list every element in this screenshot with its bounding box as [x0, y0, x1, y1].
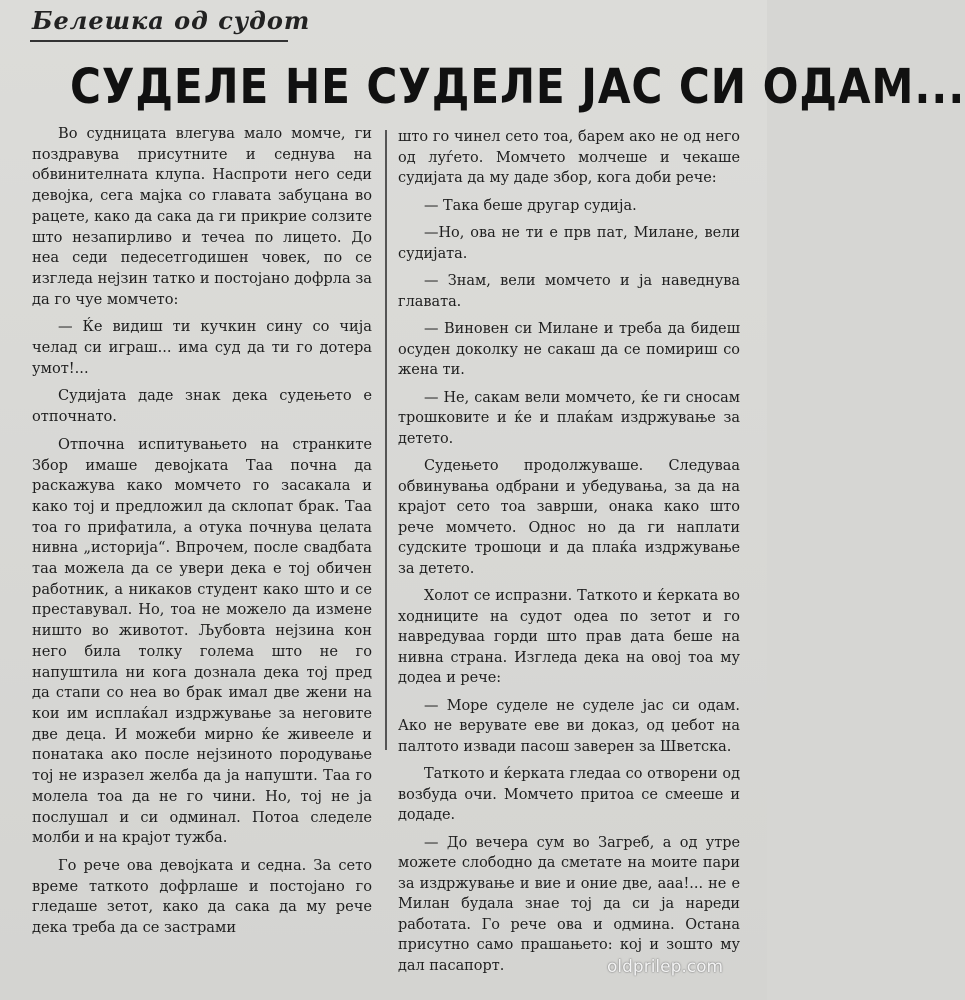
- paragraph: што го чинел сето тоа, барем ако не од него од луѓето. Момчето молчеше и чекаше судијата да му даде збор, кога доби рече:: [398, 129, 740, 186]
- paragraph: Холот се испразни. Таткото и ќерката во ходниците на судот одеа по зетот и го навредуваа горди што прав дата беше на нивна страна. Изгледа дека на овој тоа му додеа и рече:: [398, 588, 740, 686]
- column-divider: [385, 130, 387, 750]
- rubric-underline: [30, 40, 288, 42]
- headline: СУДЕЛЕ НЕ СУДЕЛЕ ЈАС СИ ОДАМ...: [70, 59, 965, 115]
- paragraph: — Море суделе не суделе јас си одам. Ако не верувате еве ви доказ, од џебот на палтото извади пасош заверен за Шветска.: [398, 697, 740, 755]
- left-column: [32, 124, 372, 946]
- paragraph: — Не, сакам вели момчето, ќе ги сносам трошковите и ќе и плаќам издржување за детето.: [398, 389, 740, 447]
- paragraph: — Ќе видиш ти кучкин сину со чија челад си играш... има суд да ти го дотера умот!...: [32, 318, 372, 377]
- paragraph: Го рече ова девојката и седна. За сето време таткото дофрлаше и постојано го гледаше зетот, како да сака да му рече дека треба да се застрами: [32, 856, 372, 937]
- paragraph: Судијата даде знак дека судењето е отпочнато.: [32, 387, 372, 426]
- paragraph: Судењето продолжуваше. Следуваа обвинувања одбрани и убедувања, за да на крајот сето тоа заврши, онака како што рече момчето. Однос но да ги наплати судските трошоци и да плаќа издржување за детето.: [398, 458, 740, 577]
- watermark: oldprilep.com: [607, 957, 724, 977]
- paragraph: — Знам, вели момчето и ја наведнува главата.: [398, 273, 740, 310]
- paragraph: — Така беше другар судија.: [424, 197, 637, 214]
- paragraph: — Виновен си Милане и треба да бидеш осуден доколку не сакаш да се помириш со жена ти.: [398, 321, 740, 378]
- paragraph: Во судницата влегува мало момче, ги поздравува присутните и седнува на обвинителната клупа. Наспроти него седи девојка, сега мајка со главата забуцана во рацете, како да сака да ги прикрие солзите што незапирливо и течеа по лицето. До неа седи педесетгодишен човек, по се изгледа нејзин татко и постојано дофрла за да го чуе момчето:: [32, 125, 372, 308]
- rubric-label: Белешка од судот: [32, 6, 311, 35]
- paragraph: Отпочна испитувањето на странките Збор имаше девојката Таа почна да раскажува како момчето го засакала и како тој и предложил да склопат брак. Таа тоа го прифатила, а отука почнува целата нивна „историја“. Впрочем, после свадбата таа можела да се увери дека е тој обичен работник, а никаков студент како што и се преставувал. Но, тоа не можело да измене ништо во животот. Љубовта нејзина кон него била толку голема што не го напуштила ни кога дознала дека тој пред да стапи со неа во брак имал две жени на кои им исплаќал издржување за неговите две деца. И можеби мирно ќе живееле и понатака ако после нејзиното породување тој не изразел желба да ја напушти. Таа го молела тоа да не го чини. Но, тој не ја послушал и си одминал. Потоа следеле молби и на крајот тужба.: [32, 435, 372, 847]
- right-column: [398, 127, 740, 983]
- paragraph: —Но, ова не ти е прв пат, Милане, вели судијата.: [398, 225, 740, 262]
- paragraph: Таткото и ќерката гледаа со отворени од возбуда очи. Момчето притоа се смееше и додаде.: [398, 766, 740, 823]
- paragraph: — До вечера сум во Загреб, а од утре можете слободно да сметате на моите пари за издржување и вие и оние две, ааа!... не е Милан будала знае тој да си ја нареди работата. Го рече ова и одмина. Остана присутно само прашањето: кој и зошто му дал пасапорт.: [398, 834, 740, 974]
